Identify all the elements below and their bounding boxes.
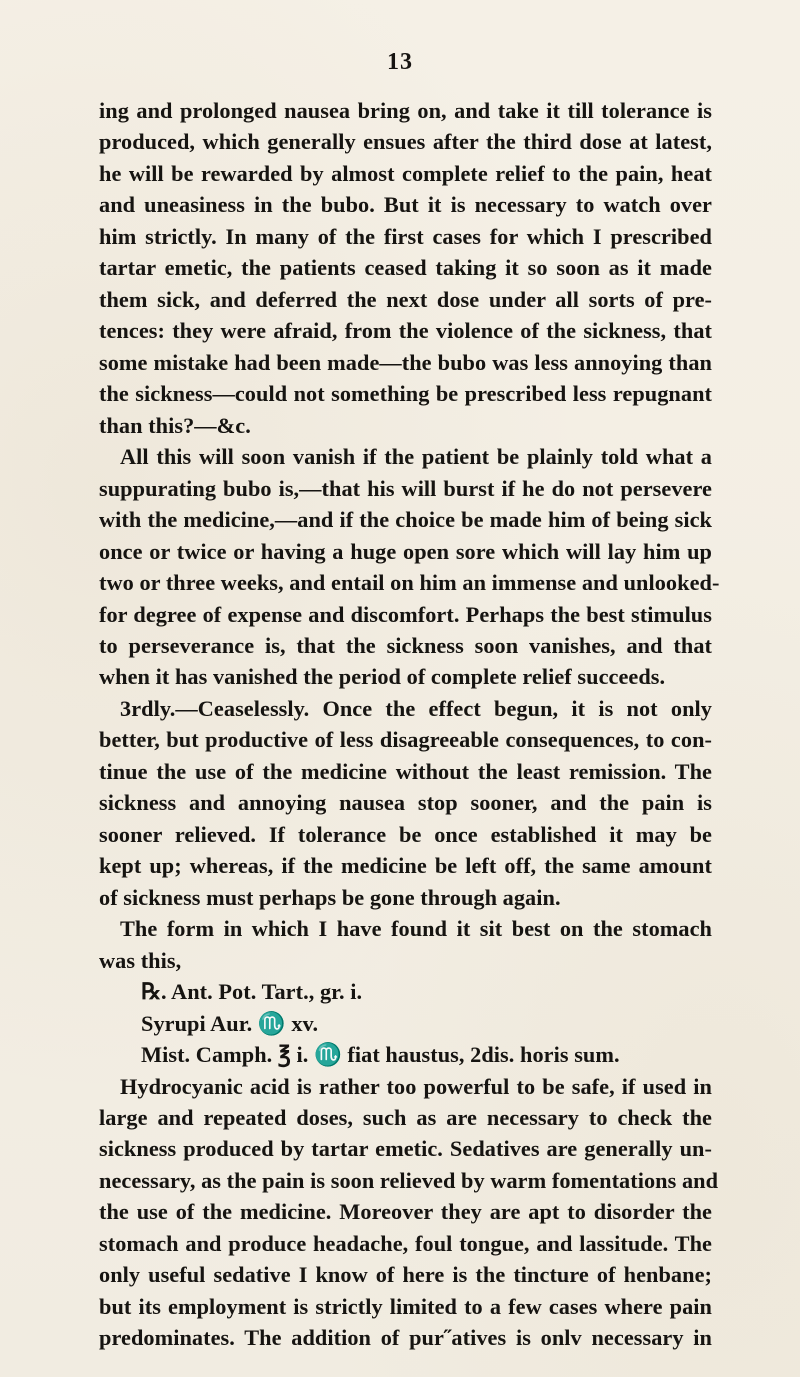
body-text (99, 95, 720, 1354)
text-line: suppurating bubo is,—that his will burst if he do not persevere (99, 475, 712, 501)
text-line: All this will soon vanish if the patient be plainly told what a (120, 444, 712, 470)
text-line: he will be rewarded by almost complete relief to the pain, heat (99, 160, 712, 186)
text-line: produced, which generally ensues after the third dose at latest, (99, 129, 712, 155)
text-line: sickness and annoying nausea stop sooner, and the pain is (99, 790, 712, 816)
text-line: to perseverance is, that the sickness soon vanishes, and that (99, 632, 712, 658)
text-line: sickness produced by tartar emetic. Sedatives are generally un- (99, 1136, 712, 1162)
text-line: the use of the medicine. Moreover they are apt to disorder the (99, 1199, 712, 1225)
text-line: 3rdly.—Ceaselessly. Once the effect begun, it is not only (120, 695, 712, 721)
text-line: when it has vanished the period of complete relief succeeds. (99, 664, 666, 690)
text-line: than this?—&c. (99, 412, 251, 438)
text-line: The form in which I have found it sit best on the stomach (120, 916, 712, 942)
text-line: but its employment is strictly limited to a few cases where pain (99, 1293, 712, 1319)
text-line: once or twice or having a huge open sore which will lay him up (99, 538, 712, 564)
text-line: the sickness—could not something be prescribed less repugnant (99, 381, 712, 407)
text-line: kept up; whereas, if the medicine be left off, the same amount (99, 853, 712, 879)
text-line: some mistake had been made—the bubo was less annoying than (99, 349, 712, 375)
text-line: better, but productive of less disagreeable consequences, to con- (99, 727, 712, 753)
text-line: two or three weeks, and entail on him an immense and unlooked- (99, 570, 720, 596)
text-line: only useful sedative I know of here is the tincture of henbane; (99, 1262, 712, 1288)
text-line: them sick, and deferred the next dose under all sorts of pre- (99, 286, 712, 312)
text-line: for degree of expense and discomfort. Perhaps the best stimulus (99, 601, 712, 627)
text-line: sooner relieved. If tolerance be once established it may be (99, 821, 712, 847)
page-number: 13 (387, 49, 413, 75)
text-line: large and repeated doses, such as are necessary to check the (99, 1105, 712, 1130)
prescription-line: Mist. Camph. ℥ i. ♏ fiat haustus, 2dis. horis sum. (141, 1042, 620, 1068)
text-line: of sickness must perhaps be gone through again. (99, 884, 561, 910)
text-line: tinue the use of the medicine without the least remission. The (99, 758, 712, 784)
text-line: Hydrocyanic acid is rather too powerful to be safe, if used in (120, 1073, 712, 1099)
prescription-line: Syrupi Aur. ♏ xv. (141, 1010, 319, 1036)
text-line: stomach and produce headache, foul tongue, and lassitude. The (99, 1230, 712, 1256)
text-line: tences: they were afraid, from the violence of the sickness, that (99, 318, 712, 344)
text-line: predominates. The addition of pur˝atives is onlv necessary in (99, 1325, 712, 1351)
text-line: necessary, as the pain is soon relieved by warm fomentations and (99, 1167, 719, 1193)
text-line: was this, (99, 947, 182, 973)
text-line: him strictly. In many of the first cases for which I prescribed (99, 223, 712, 249)
text-line: and uneasiness in the bubo. But it is necessary to watch over (99, 192, 712, 218)
prescription-line: ℞. Ant. Pot. Tart., gr. i. (141, 979, 363, 1005)
text-line: tartar emetic, the patients ceased taking it so soon as it made (99, 255, 712, 281)
text-line: ing and prolonged nausea bring on, and take it till tolerance is (99, 98, 712, 123)
text-line: with the medicine,—and if the choice be made him of being sick (99, 507, 712, 533)
